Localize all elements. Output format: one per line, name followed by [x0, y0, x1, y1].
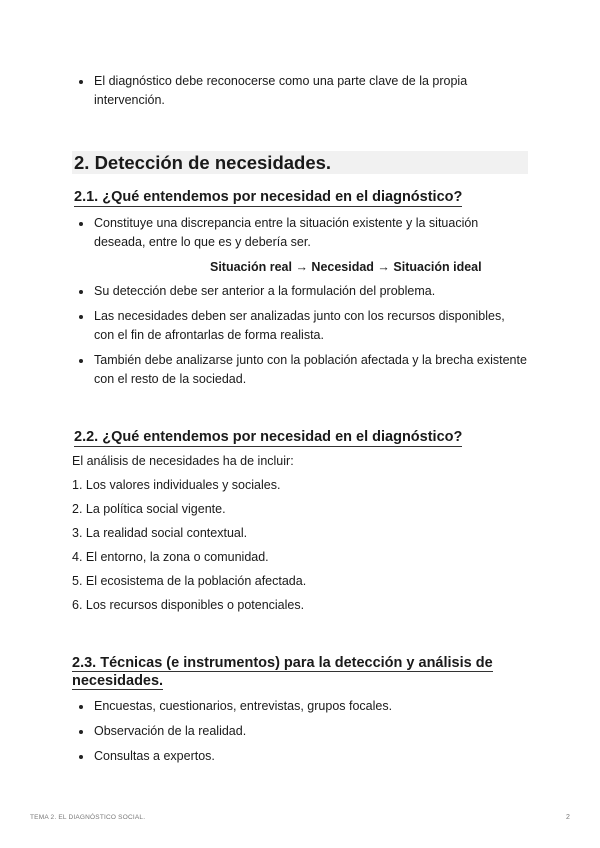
- subsection-title-2-2: 2.2. ¿Qué entendemos por necesidad en el diagnóstico?: [74, 429, 463, 445]
- intro-bullet-list: [78, 72, 528, 110]
- subsection-title-line: necesidades.: [72, 673, 164, 689]
- footer-title: TEMA 2. EL DIAGNÓSTICO SOCIAL.: [30, 814, 146, 821]
- sub23-bullet-list: [78, 697, 528, 766]
- analysis-intro: El análisis de necesidades ha de incluir:: [72, 454, 294, 468]
- numbered-item: 6. Los recursos disponibles o potenciales.: [72, 598, 305, 612]
- subsection-title-2-3: [72, 654, 522, 690]
- list-item: Encuestas, cuestionarios, entrevistas, grupos focales.: [78, 697, 528, 716]
- numbered-item: 2. La política social vigente.: [72, 502, 226, 516]
- page-number: 2: [566, 814, 570, 821]
- needs-flow-line: Situación real → Necesidad → Situación ideal: [210, 260, 482, 274]
- list-item: Las necesidades deben ser analizadas junto con los recursos disponibles, con el fin de afrontarlas de forma realista.: [78, 307, 528, 345]
- subsection-title-line: 2.3. Técnicas (e instrumentos) para la detección y análisis de: [72, 655, 493, 671]
- numbered-item: 4. El entorno, la zona o comunidad.: [72, 550, 269, 564]
- list-item: Observación de la realidad.: [78, 722, 528, 741]
- numbered-item: 1. Los valores individuales y sociales.: [72, 478, 281, 492]
- list-item: Consultas a expertos.: [78, 747, 528, 766]
- subsection-title-2-1: 2.1. ¿Qué entendemos por necesidad en el diagnóstico?: [74, 189, 463, 205]
- numbered-item: 5. El ecosistema de la población afectada.: [72, 574, 307, 588]
- section-title: 2. Detección de necesidades.: [72, 151, 528, 174]
- sub21-bullet-list: [78, 282, 528, 389]
- sub21-bullet-list-first: [78, 214, 528, 252]
- numbered-item: 3. La realidad social contextual.: [72, 526, 248, 540]
- list-item: Constituye una discrepancia entre la situación existente y la situación deseada, entre lo que es y debería ser.: [78, 214, 528, 252]
- list-item: Su detección debe ser anterior a la formulación del problema.: [78, 282, 528, 301]
- list-item: El diagnóstico debe reconocerse como una parte clave de la propia intervención.: [78, 72, 528, 110]
- list-item: También debe analizarse junto con la población afectada y la brecha existente con el resto de la sociedad.: [78, 351, 528, 389]
